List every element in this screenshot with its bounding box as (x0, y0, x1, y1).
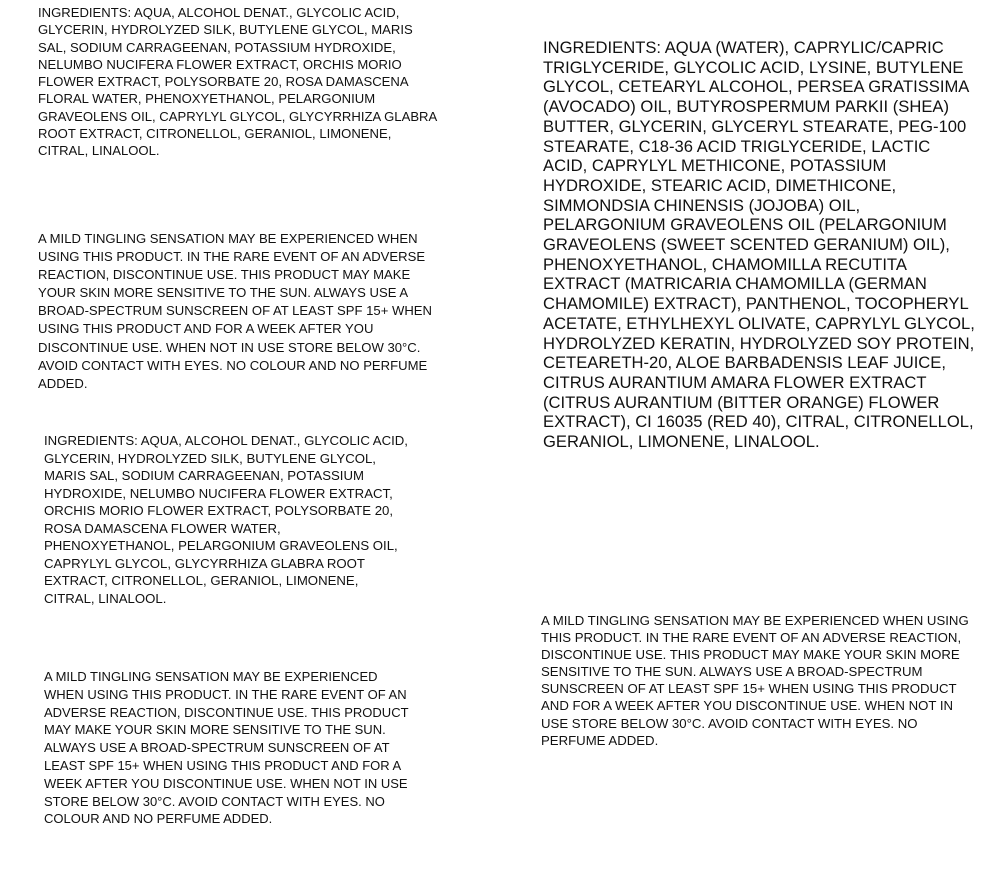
left-warning-text-1: A MILD TINGLING SENSATION MAY BE EXPERIENCED WHEN USING THIS PRODUCT. IN THE RARE EVENT OF AN ADVERSE REACTION, DISCONTINUE USE. THIS PRODUCT MAY MAKE YOUR SKIN MORE SENSITIVE TO THE SUN. ALWAYS USE A BROAD-SPECTRUM SUNSCREEN OF AT LEAST SPF 15+ WHEN USING THIS PRODUCT AND FOR A WEEK AFTER YOU DISCONTINUE USE. WHEN NOT IN USE STORE BELOW 30°C. AVOID CONTACT WITH EYES. NO COLOUR AND NO PERFUME ADDED. (38, 231, 432, 391)
left-ingredients-list-1: INGREDIENTS: AQUA, ALCOHOL DENAT., GLYCOLIC ACID, GLYCERIN, HYDROLYZED SILK, BUTYLENE GLYCOL, MARIS SAL, SODIUM CARRAGEENAN, POTASSIUM HYDROXIDE, NELUMBO NUCIFERA FLOWER EXTRACT, ORCHIS MORIO FLOWER EXTRACT, POLYSORBATE 20, ROSA DAMASCENA FLORAL WATER, PHENOXYETHANOL, PELARGONIUM GRAVEOLENS OIL, CAPRYLYL GLYCOL, GLYCYRRHIZA GLABRA ROOT EXTRACT, CITRONELLOL, GERANIOL, LIMONENE, CITRAL, LINALOOL. (38, 5, 437, 159)
right-warning-text: A MILD TINGLING SENSATION MAY BE EXPERIENCED WHEN USING THIS PRODUCT. IN THE RARE EVENT OF AN ADVERSE REACTION, DISCONTINUE USE. THIS PRODUCT MAY MAKE YOUR SKIN MORE SENSITIVE TO THE SUN. ALWAYS USE A BROAD-SPECTRUM SUNSCREEN OF AT LEAST SPF 15+ WHEN USING THIS PRODUCT AND FOR A WEEK AFTER YOU DISCONTINUE USE. WHEN NOT IN USE STORE BELOW 30°C. AVOID CONTACT WITH EYES. NO PERFUME ADDED. (541, 613, 969, 748)
right-ingredients-list: INGREDIENTS: AQUA (WATER), CAPRYLIC/CAPRIC TRIGLYCERIDE, GLYCOLIC ACID, LYSINE, BUTYLENE GLYCOL, CETEARYL ALCOHOL, PERSEA GRATISSIMA (AVOCADO) OIL, BUTYROSPERMUM PARKII (SHEA) BUTTER, GLYCERIN, GLYCERYL STEARATE, PEG-100 STEARATE, C18-36 ACID TRIGLYCERIDE, LACTIC ACID, CAPRYLYL METHICONE, POTASSIUM HYDROXIDE, STEARIC ACID, DIMETHICONE, SIMMONDSIA CHINENSIS (JOJOBA) OIL, PELARGONIUM GRAVEOLENS OIL (PELARGONIUM GRAVEOLENS (SWEET SCENTED GERANIUM) OIL), PHENOXYETHANOL, CHAMOMILLA RECUTITA EXTRACT (MATRICARIA CHAMOMILLA (GERMAN CHAMOMILE) EXTRACT), PANTHENOL, TOCOPHERYL ACETATE, ETHYLHEXYL OLIVATE, CAPRYLYL GLYCOL, HYDROLYZED KERATIN, HYDROLYZED SOY PROTEIN, CETEARETH-20, ALOE BARBADENSIS LEAF JUICE, CITRUS AURANTIUM AMARA FLOWER EXTRACT (CITRUS AURANTIUM (BITTER ORANGE) FLOWER EXTRACT), CI 16035 (RED 40), CITRAL, CITRONELLOL, GERANIOL, LIMONENE, LINALOOL. (543, 38, 975, 452)
left-ingredients-list-2: INGREDIENTS: AQUA, ALCOHOL DENAT., GLYCOLIC ACID, GLYCERIN, HYDROLYZED SILK, BUTYLENE GLYCOL, MARIS SAL, SODIUM CARRAGEENAN, POTASSIUM HYDROXIDE, NELUMBO NUCIFERA FLOWER EXTRACT, ORCHIS MORIO FLOWER EXTRACT, POLYSORBATE 20, ROSA DAMASCENA FLOWER WATER, PHENOXYETHANOL, PELARGONIUM GRAVEOLENS OIL, CAPRYLYL GLYCOL, GLYCYRRHIZA GLABRA ROOT EXTRACT, CITRONELLOL, GERANIOL, LIMONENE, CITRAL, LINALOOL. (44, 433, 408, 606)
left-warning-text-2: A MILD TINGLING SENSATION MAY BE EXPERIENCED WHEN USING THIS PRODUCT. IN THE RARE EVENT OF AN ADVERSE REACTION, DISCONTINUE USE. THIS PRODUCT MAY MAKE YOUR SKIN MORE SENSITIVE TO THE SUN. ALWAYS USE A BROAD-SPECTRUM SUNSCREEN OF AT LEAST SPF 15+ WHEN USING THIS PRODUCT AND FOR A WEEK AFTER YOU DISCONTINUE USE. WHEN NOT IN USE STORE BELOW 30°C. AVOID CONTACT WITH EYES. NO COLOUR AND NO PERFUME ADDED. (44, 669, 409, 827)
